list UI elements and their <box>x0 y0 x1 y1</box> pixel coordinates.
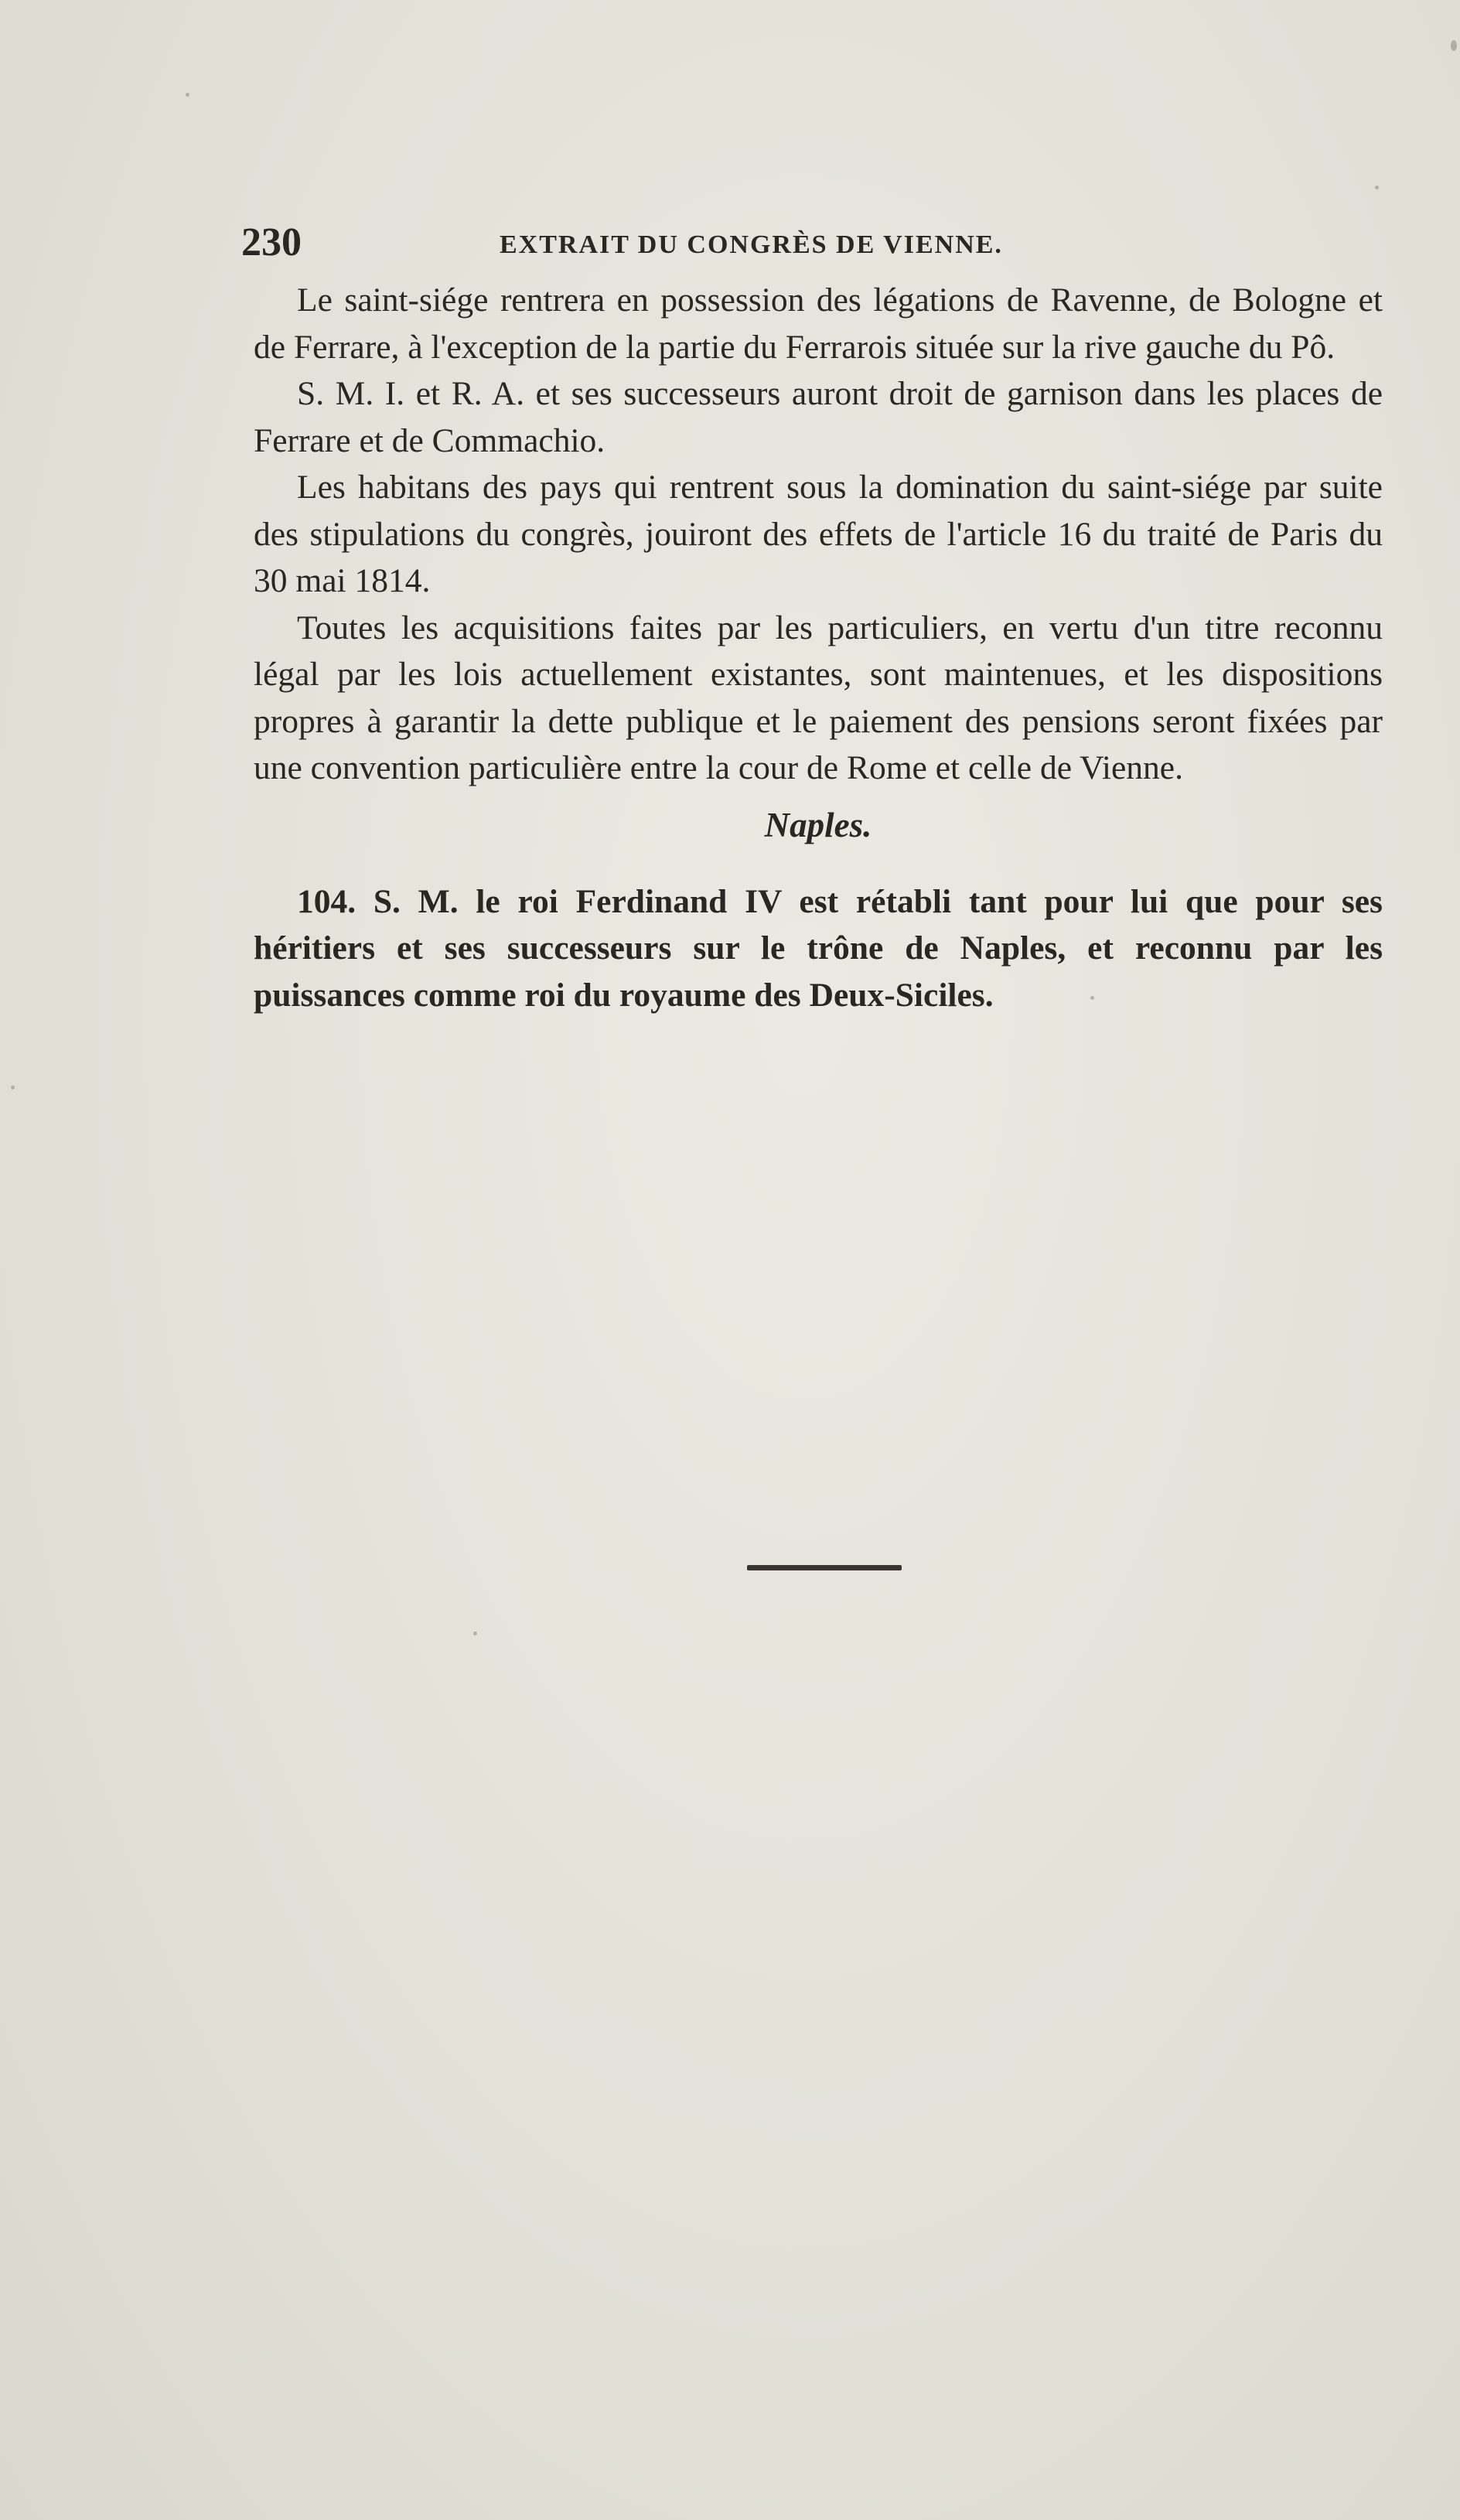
body-text <box>254 277 1383 1018</box>
end-rule <box>747 1565 902 1570</box>
paper-speck <box>11 1086 15 1089</box>
section-title: Naples. <box>764 805 872 844</box>
paper-speck <box>473 1632 477 1635</box>
article-paragraph: 104. S. M. le roi Ferdinand IV est rétabli tant pour lui que pour ses héritiers et ses successeurs sur le trône de Naples, et reconnu par les puissances comme roi du royaume des Deux-Siciles. <box>254 882 1383 1014</box>
paragraph: Toutes les acquisitions faites par les particuliers, en vertu d'un titre reconnu légal par les lois actuellement existantes, sont maintenues, et les dispositions propres à garantir la dette publique et le paiement des pensions seront fixées par une convention particulière entre la cour de Rome et celle de Vienne. <box>254 609 1383 786</box>
paragraph: Le saint-siége rentrera en possession des légations de Ravenne, de Bologne et de Ferrare, à l'exception de la partie du Ferrarois située sur la rive gauche du Pô. <box>254 281 1383 366</box>
running-head: EXTRAIT DU CONGRÈS DE VIENNE. <box>500 230 1003 259</box>
paper-speck <box>1375 186 1379 189</box>
paragraph: Les habitans des pays qui rentrent sous la domination du saint-siége par suite des stipulations du congrès, jouiront des effets de l'article 16 du traité de Paris du 30 mai 1814. <box>254 469 1383 599</box>
paragraph: S. M. I. et R. A. et ses successeurs auront droit de garnison dans les places de Ferrare et de Commachio. <box>254 375 1383 459</box>
page-header <box>241 220 1386 266</box>
paper-speck <box>186 93 189 97</box>
paper-speck <box>1451 40 1457 51</box>
page-number: 230 <box>241 220 302 264</box>
